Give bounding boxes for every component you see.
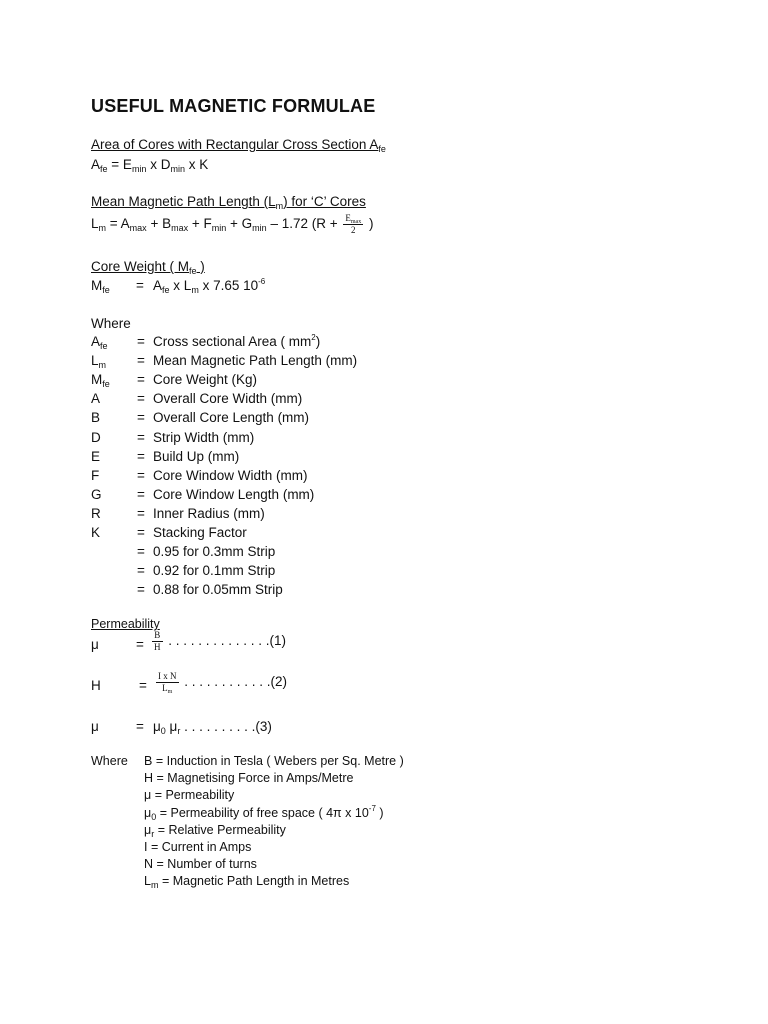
fraction-denominator — [156, 683, 179, 694]
text: 0.88 for 0.05mm Strip — [153, 582, 283, 598]
section-path-heading — [91, 194, 366, 209]
where2-item — [144, 788, 234, 802]
den-sym: L — [162, 683, 168, 693]
eq3-symbol: μ — [91, 719, 99, 734]
definition-text — [153, 468, 308, 483]
sym: E — [122, 157, 132, 172]
sym: G — [91, 486, 102, 502]
definition-equals: = — [137, 582, 145, 598]
text: 0.92 for 0.1mm Strip — [153, 563, 276, 579]
text: = Permeability — [154, 788, 235, 803]
exponent: -6 — [258, 277, 266, 286]
text: = Magnetising Force in Amps/Metre — [156, 771, 354, 786]
text: Core Weight (Kg) — [153, 372, 258, 388]
definition-equals: = — [137, 372, 145, 388]
sym-sub: fe — [102, 379, 110, 390]
definition-text — [153, 525, 247, 540]
sym-sub: m — [98, 223, 107, 234]
definition-symbol — [91, 391, 100, 406]
sym-sub: min — [170, 164, 185, 174]
eq3-equals: = — [136, 719, 144, 734]
sym-sub: m — [150, 880, 159, 891]
heading-sub: fe — [378, 144, 386, 154]
sym: D — [160, 157, 171, 172]
dots: . . . . . . . . . . . .(2) — [180, 674, 288, 690]
sym: K — [91, 525, 101, 540]
formula-weight-rhs — [153, 278, 265, 293]
definition-symbol — [91, 410, 100, 425]
text: Strip Width (mm) — [153, 429, 255, 445]
num-sub: max — [350, 219, 362, 225]
sym-sub: m — [191, 285, 199, 295]
text-tail: ) — [315, 334, 321, 349]
page-title: USEFUL MAGNETIC FORMULAE — [91, 96, 376, 116]
definition-equals: = — [137, 486, 145, 502]
fraction-numerator: I x N — [158, 671, 177, 681]
sym: F — [203, 216, 212, 232]
mu0: μ — [153, 719, 161, 734]
where2-label: Where — [91, 754, 128, 768]
sym-sub: r — [151, 828, 155, 839]
definition-equals: = — [137, 505, 145, 521]
op: x K — [184, 157, 209, 172]
sym: R — [91, 505, 101, 521]
sym: A — [153, 278, 163, 293]
definition-equals: = — [137, 391, 145, 407]
heading-sub: m — [275, 201, 284, 211]
formula-area — [91, 157, 208, 172]
sym: E — [91, 448, 101, 464]
definition-text — [153, 544, 275, 559]
op: + — [188, 216, 204, 232]
mu0-sub: 0 — [160, 726, 166, 736]
text: Core Window Width (mm) — [153, 467, 308, 483]
mur-sub: r — [177, 726, 181, 736]
sym: I — [144, 840, 148, 854]
definition-symbol — [91, 449, 100, 464]
where-label: Where — [91, 316, 131, 331]
definition-equals: = — [137, 467, 145, 483]
definition-text — [153, 430, 254, 445]
definition-text — [153, 487, 314, 502]
sym-sub: fe — [100, 164, 108, 174]
op: x — [146, 157, 161, 172]
op: – 1.72 (R + — [266, 216, 342, 232]
dots: . . . . . . . . . .(3) — [180, 719, 272, 734]
definition-symbol — [91, 430, 101, 445]
where2-item — [144, 840, 251, 854]
definition-symbol — [91, 525, 100, 540]
definition-symbol — [91, 506, 101, 521]
fraction — [156, 671, 179, 694]
where2-item — [144, 874, 350, 891]
mur: μ — [165, 719, 178, 734]
text: Inner Radius (mm) — [153, 505, 265, 521]
sym-sub: fe — [102, 285, 110, 295]
sym: M — [91, 278, 103, 293]
op: = — [106, 216, 121, 232]
sym-sub: max — [129, 223, 147, 234]
definition-text — [153, 410, 309, 425]
sym: A — [91, 334, 101, 349]
text: = Magnetic Path Length in Metres — [161, 874, 350, 889]
text: = Relative Permeability — [157, 822, 286, 837]
definition-equals: = — [137, 334, 145, 349]
where2-item — [144, 803, 384, 822]
definition-text — [153, 506, 265, 521]
text: Overall Core Length (mm) — [153, 410, 310, 426]
sym: L — [144, 874, 151, 889]
heading-text: Area of Cores with Rectangular Cross Section A — [91, 137, 379, 152]
sym-sub: fe — [162, 285, 170, 295]
section-weight-heading — [91, 259, 205, 274]
text: = Number of turns — [156, 857, 257, 872]
sym-sub: fe — [100, 341, 108, 351]
sym: H — [144, 771, 154, 786]
eq1-rhs — [150, 630, 286, 653]
definition-text — [153, 372, 257, 387]
where2-item — [144, 771, 353, 785]
sym: G — [241, 216, 253, 232]
section-area-heading — [91, 137, 386, 152]
sym: A — [91, 391, 101, 407]
fraction-numerator: B — [152, 630, 163, 642]
definition-text — [153, 449, 239, 464]
text-sup: 2 — [311, 333, 316, 342]
fraction — [343, 213, 363, 236]
sym: L — [91, 353, 99, 369]
sym: M — [91, 372, 103, 388]
formula-weight-eq: = — [136, 278, 144, 293]
sym: B — [144, 754, 153, 768]
fraction-denominator: H — [154, 642, 161, 652]
definition-text — [153, 563, 275, 578]
den-sub: m — [167, 689, 173, 695]
sym: L — [91, 216, 99, 232]
heading-text: Core Weight ( M — [91, 259, 190, 274]
text: = Current in Amps — [150, 840, 252, 854]
sym: A — [91, 157, 101, 172]
definition-equals: = — [137, 448, 145, 464]
fraction — [152, 630, 163, 653]
sym: μ — [144, 805, 152, 820]
sym-sub: min — [131, 164, 147, 174]
sym: B — [91, 410, 101, 426]
dots: . . . . . . . . . . . . . .(1) — [164, 633, 287, 649]
text: Build Up (mm) — [153, 448, 240, 464]
definition-equals: = — [137, 563, 145, 579]
formula-weight-symbol — [91, 278, 110, 293]
fraction-denominator: 2 — [351, 225, 356, 235]
heading-sub: fe — [189, 266, 197, 276]
where2-item — [144, 754, 404, 768]
definition-symbol — [91, 353, 107, 371]
eq2-rhs — [154, 671, 287, 694]
where2-item — [144, 823, 286, 837]
definition-text — [153, 582, 283, 597]
eq1-symbol: μ — [91, 637, 99, 652]
definition-equals: = — [137, 544, 145, 560]
text: 0.95 for 0.3mm Strip — [153, 544, 276, 560]
text: Mean Magnetic Path Length (mm) — [153, 353, 358, 369]
definition-equals: = — [137, 429, 145, 445]
definition-text — [153, 334, 320, 349]
formula-path-length — [91, 213, 373, 236]
eq1-equals: = — [136, 637, 144, 652]
op: + — [146, 216, 163, 232]
sym: F — [91, 467, 100, 483]
num-sym: E — [345, 213, 351, 223]
definition-symbol — [91, 334, 108, 349]
where2-item — [144, 857, 257, 871]
op: + — [226, 216, 242, 232]
definition-equals: = — [137, 525, 145, 540]
text: Cross sectional Area ( mm — [153, 334, 312, 349]
sym-sub: 0 — [151, 811, 157, 822]
text: Core Window Length (mm) — [153, 486, 315, 502]
eq3-rhs — [153, 719, 272, 734]
text: Overall Core Width (mm) — [153, 391, 303, 407]
text: Stacking Factor — [153, 525, 247, 540]
sym: A — [120, 216, 130, 232]
sym-sub: m — [98, 360, 107, 371]
eq2-equals: = — [139, 678, 147, 693]
sym-sub: max — [171, 223, 189, 234]
permeability-heading: Permeability — [91, 617, 160, 631]
heading-tail: ) — [196, 259, 205, 274]
sym: μ — [144, 822, 152, 837]
eq2-symbol: H — [91, 678, 101, 693]
definition-symbol — [91, 468, 99, 483]
text: = Permeability of free space ( 4π x 10 — [159, 805, 369, 820]
op: ) — [365, 216, 374, 232]
heading-text: Mean Magnetic Path Length (L — [91, 194, 276, 209]
definition-equals: = — [137, 353, 145, 369]
definition-text — [153, 353, 357, 368]
op: = — [107, 157, 123, 172]
op: x 7.65 10 — [198, 278, 259, 293]
definition-text — [153, 391, 302, 406]
definition-symbol — [91, 487, 102, 502]
text-sup: -7 — [368, 803, 376, 813]
sym-sub: min — [252, 223, 267, 234]
sym: D — [91, 429, 101, 445]
fraction-numerator — [343, 213, 363, 225]
sym: L — [183, 278, 192, 293]
definition-equals: = — [137, 410, 145, 426]
text-tail: ) — [375, 805, 384, 820]
sym: N — [144, 857, 154, 872]
text: = Induction in Tesla ( Webers per Sq. Metre ) — [155, 754, 404, 768]
sym: μ — [144, 788, 152, 803]
op: x — [169, 278, 184, 293]
definition-symbol — [91, 372, 110, 390]
heading-tail: ) for ‘C’ Cores — [283, 194, 366, 209]
sym-sub: min — [211, 223, 227, 234]
sym: B — [162, 216, 172, 232]
